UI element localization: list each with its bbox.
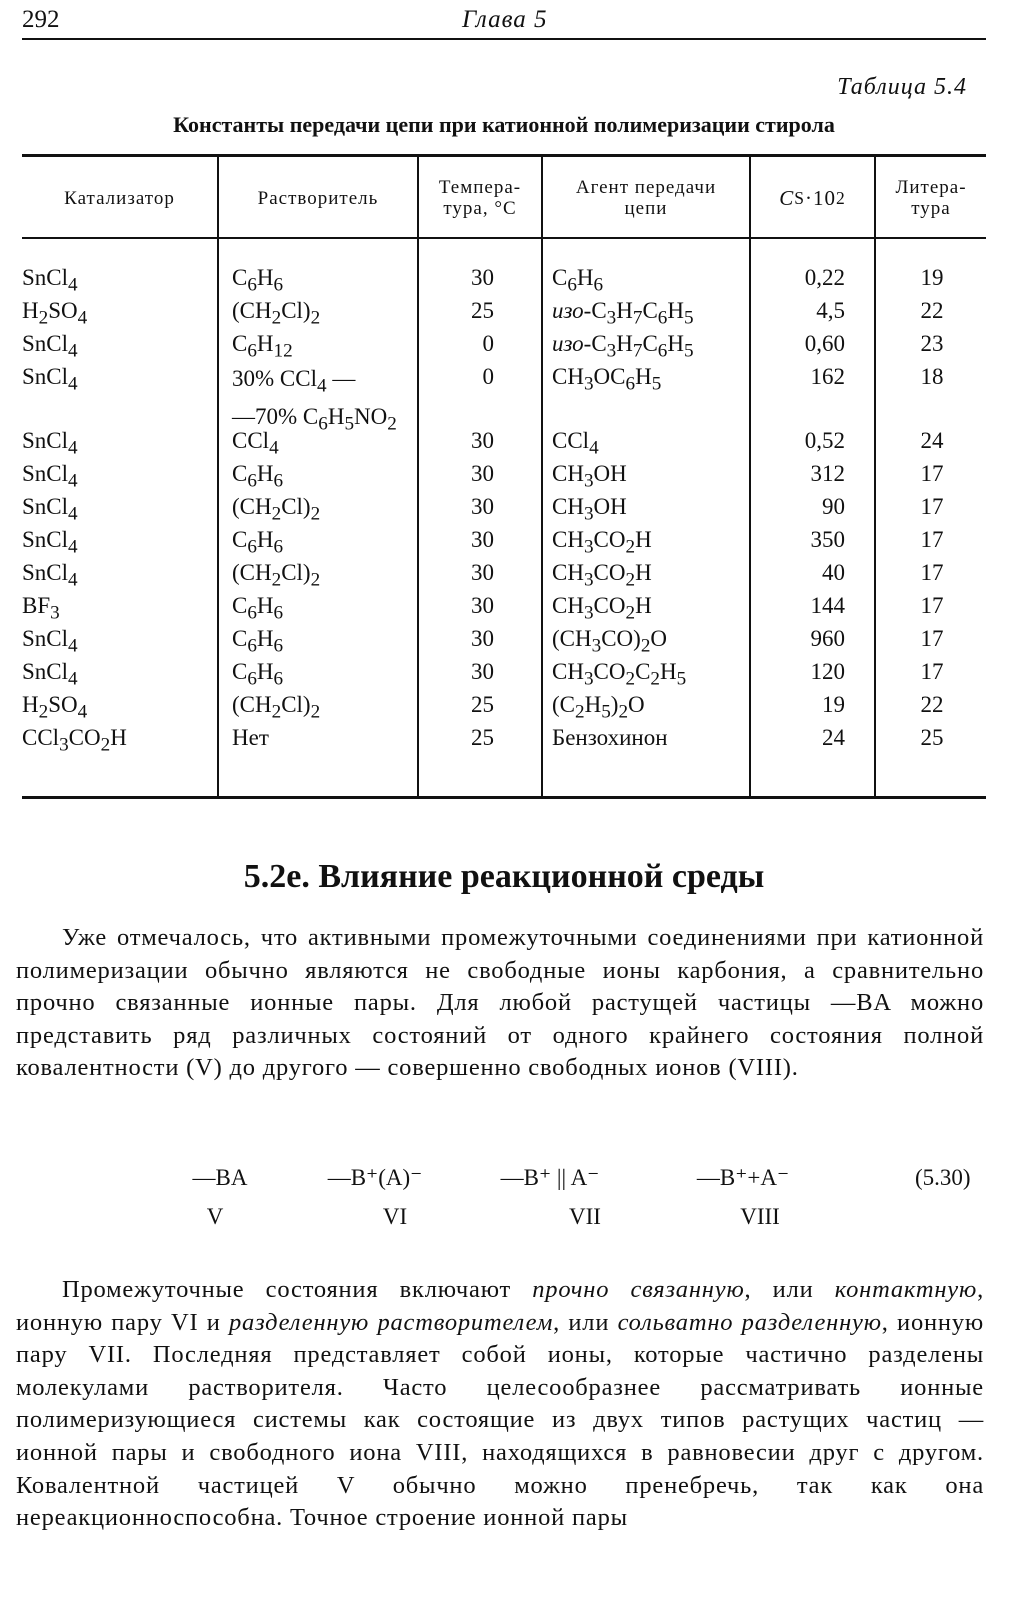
- table-cell-temperature: 30: [471, 461, 494, 486]
- table-cell-solvent: Нет: [232, 725, 269, 750]
- table-cell-cs: 0,52: [804, 428, 845, 453]
- table-bottom-rule: [22, 796, 986, 799]
- table-cell-literature: 17: [920, 626, 944, 651]
- table-cell-agent: $CH_3OC_6H_5$: [552, 364, 662, 395]
- paragraph-1-text: Уже отмечалось, что активными промежуточными соединениями при катионной полимеризации обычно являются не свободные ионы карбония, а сравнительно прочно связанные ионные пары. Для любой растущей частицы —BA можно представить ряд различных состояний от одного крайнего состояния полной ковалентности (V) до другого — совершенно свободных ионов (VIII).: [16, 924, 984, 1082]
- table-cell-literature: 25: [920, 725, 944, 750]
- table-cell-cs: 40: [822, 560, 845, 585]
- table-cell-catalyst: SnCl$_4$: [22, 331, 78, 362]
- table-cell-temperature: 30: [471, 265, 494, 290]
- paragraph-2: [16, 1274, 984, 1535]
- table-cell-literature: 24: [920, 428, 944, 453]
- table-cell-catalyst: $BF_3$: [22, 593, 60, 624]
- table-cell-cs: 120: [810, 659, 845, 684]
- header-agent: Агент передачи цепи: [575, 177, 717, 219]
- table-cell-solvent: $C_6H_6$: [232, 461, 284, 492]
- table-cell-literature: 17: [920, 527, 944, 552]
- header-literature: Литера- тура: [895, 177, 967, 219]
- table-cell-solvent: CCl$_4$: [232, 428, 279, 459]
- table-title: Константы передачи цепи при катионной полимеризации стирола: [173, 112, 835, 137]
- table-cell-agent: изо-$C_3H_7C_6H_5$: [552, 298, 694, 329]
- column-divider: [217, 157, 219, 796]
- table-cell-literature: 17: [920, 593, 944, 618]
- table-cell-solvent: $C_6H_6$: [232, 527, 284, 558]
- table-cell-agent: CCl$_4$: [552, 428, 599, 459]
- table-cell-temperature: 25: [471, 298, 494, 323]
- page-header: [22, 6, 986, 36]
- running-head: Глава 5: [462, 6, 548, 33]
- table-cell-solvent: $(CH_2Cl)_2$: [232, 298, 321, 329]
- table-cell-solvent: $C_6H_6$: [232, 265, 284, 296]
- column-divider: [417, 157, 419, 796]
- table-cell-catalyst: SnCl$_4$: [22, 461, 78, 492]
- table-cell-solvent: $C_6H_{12}$: [232, 331, 293, 362]
- table-cell-catalyst: SnCl$_4$: [22, 560, 78, 591]
- header-cs: C S ·10 2: [779, 185, 846, 210]
- table-cell-cs: 162: [810, 364, 845, 389]
- table-cell-temperature: 30: [471, 593, 494, 618]
- table-cell-cs: 0,60: [804, 331, 845, 356]
- table-cell-solvent: $C_6H_6$: [232, 659, 284, 690]
- table-cell-catalyst: SnCl$_4$: [22, 265, 78, 296]
- table-cell-temperature: 30: [471, 626, 494, 651]
- table-cell-catalyst: SnCl$_4$: [22, 626, 78, 657]
- table-cell-solvent: $(CH_2Cl)_2$: [232, 560, 321, 591]
- table-cell-agent: $C_6H_6$: [552, 265, 604, 296]
- page-number: 292: [22, 6, 60, 33]
- table-cell-catalyst: SnCl$_4$: [22, 527, 78, 558]
- table-cell-cs: 4,5: [816, 298, 845, 323]
- table-cell-cs: 19: [822, 692, 845, 717]
- table-cell-agent: $CH_3CO_2H$: [552, 560, 652, 591]
- paragraph-2-text: Промежуточные состояния включают прочно связанную, или контактную, ионную пару VI и разделенную растворителем, или сольватно разделенную, ионную пару VII. Последняя представляет собой ионы, которые частично разделены молекулами растворителя. Часто целесообразнее рассматривать ионные полимеризующиеся системы как состоящие из двух типов растущих частиц — ионной пары и свободного иона VIII, находящихся в равновесии друг с другом. Ковалентной частицей V обычно можно пренебречь, так как она нереакционноспособна. Точное строение ионной пары: [16, 1276, 984, 1532]
- header-solvent: Растворитель: [257, 187, 379, 209]
- table-cell-catalyst: SnCl$_4$: [22, 428, 78, 459]
- table-cell-literature: 18: [920, 364, 944, 389]
- table-cell-cs: 24: [822, 725, 845, 750]
- equation-label-viii: VIII: [740, 1204, 780, 1229]
- table-cell-literature: 17: [920, 461, 944, 486]
- table-cell-literature: 22: [920, 298, 944, 323]
- table-top-rule: [22, 154, 986, 157]
- table-cell-agent: $CH_3OH$: [552, 461, 627, 492]
- table-cell-temperature: 30: [471, 494, 494, 519]
- equation-term-vii: —B⁺ || A⁻: [500, 1165, 600, 1190]
- table-cell-agent: $CH_3CO_2H$: [552, 593, 652, 624]
- table-cell-agent: изо-$C_3H_7C_6H_5$: [552, 331, 694, 362]
- table-cell-catalyst: $CCl_3CO_2H$: [22, 725, 127, 756]
- header-temperature: Темпера- тура, °С: [438, 177, 522, 219]
- table-cell-temperature: 25: [471, 692, 494, 717]
- equation-term-vi: —B⁺(A)⁻: [327, 1165, 423, 1190]
- table-label: Таблица 5.4: [837, 74, 967, 100]
- table-cell-solvent: $C_6H_6$: [232, 593, 284, 624]
- table-cell-cs: 0,22: [804, 265, 845, 290]
- equation-term-v: —BA: [192, 1165, 248, 1190]
- table-cell-solvent: $(CH_2Cl)_2$: [232, 494, 321, 525]
- table-cell-agent: $CH_3CO_2H$: [552, 527, 652, 558]
- equation-label-vi: VI: [382, 1204, 408, 1229]
- table-cell-literature: 17: [920, 659, 944, 684]
- table-cell-temperature: 30: [471, 560, 494, 585]
- equation-label-vii: VII: [569, 1204, 601, 1229]
- table-cell-agent: $CH_3OH$: [552, 494, 627, 525]
- table-cell-cs: 144: [810, 593, 845, 618]
- section-heading: 5.2е. Влияние реакционной среды: [243, 858, 765, 895]
- table-cell-agent: $CH_3CO_2C_2H_5$: [552, 659, 687, 690]
- header-catalyst: Катализатор: [64, 187, 175, 209]
- column-divider: [541, 157, 543, 796]
- table-cell-catalyst: $H_2SO_4$: [22, 692, 88, 723]
- table-cell-solvent: $C_6H_6$: [232, 626, 284, 657]
- table-cell-agent: $(C_2H_5)_2O$: [552, 692, 645, 723]
- table-cell-catalyst: SnCl$_4$: [22, 494, 78, 525]
- table-cell-temperature: 0: [482, 364, 494, 389]
- table-header-rule: [22, 237, 986, 239]
- table-cell-agent: Бензохинон: [552, 725, 668, 750]
- equation-number: (5.30): [915, 1165, 971, 1190]
- column-divider: [749, 157, 751, 796]
- table-cell-literature: 17: [920, 494, 944, 519]
- equation-term-viii: —B⁺+A⁻: [696, 1165, 790, 1190]
- table-cell-literature: 23: [920, 331, 944, 356]
- table-cell-literature: 22: [920, 692, 944, 717]
- table-cell-temperature: 0: [482, 331, 494, 356]
- table-cell-catalyst: $H_2SO_4$: [22, 298, 88, 329]
- paragraph-1: [16, 922, 984, 1085]
- table-cell-literature: 17: [920, 560, 944, 585]
- table-cell-solvent: $(CH_2Cl)_2$: [232, 692, 321, 723]
- table-cell-cs: 312: [810, 461, 845, 486]
- table-cell-agent: $(CH_3CO)_2O$: [552, 626, 668, 657]
- table-cell-cs: 960: [810, 626, 845, 651]
- table-cell-temperature: 30: [471, 527, 494, 552]
- table-cell-catalyst: SnCl$_4$: [22, 364, 78, 395]
- table-cell-solvent: 30% CCl$_4$ — —70% $C_6H_5NO_2$: [232, 366, 397, 435]
- table-cell-cs: 350: [810, 527, 845, 552]
- table-cell-temperature: 30: [471, 659, 494, 684]
- header-rule: [22, 38, 986, 40]
- equation-label-v: V: [206, 1204, 224, 1229]
- table-cell-temperature: 30: [471, 428, 494, 453]
- table-cell-temperature: 25: [471, 725, 494, 750]
- table-cell-cs: 90: [822, 494, 845, 519]
- table-cell-catalyst: SnCl$_4$: [22, 659, 78, 690]
- table-cell-literature: 19: [920, 265, 944, 290]
